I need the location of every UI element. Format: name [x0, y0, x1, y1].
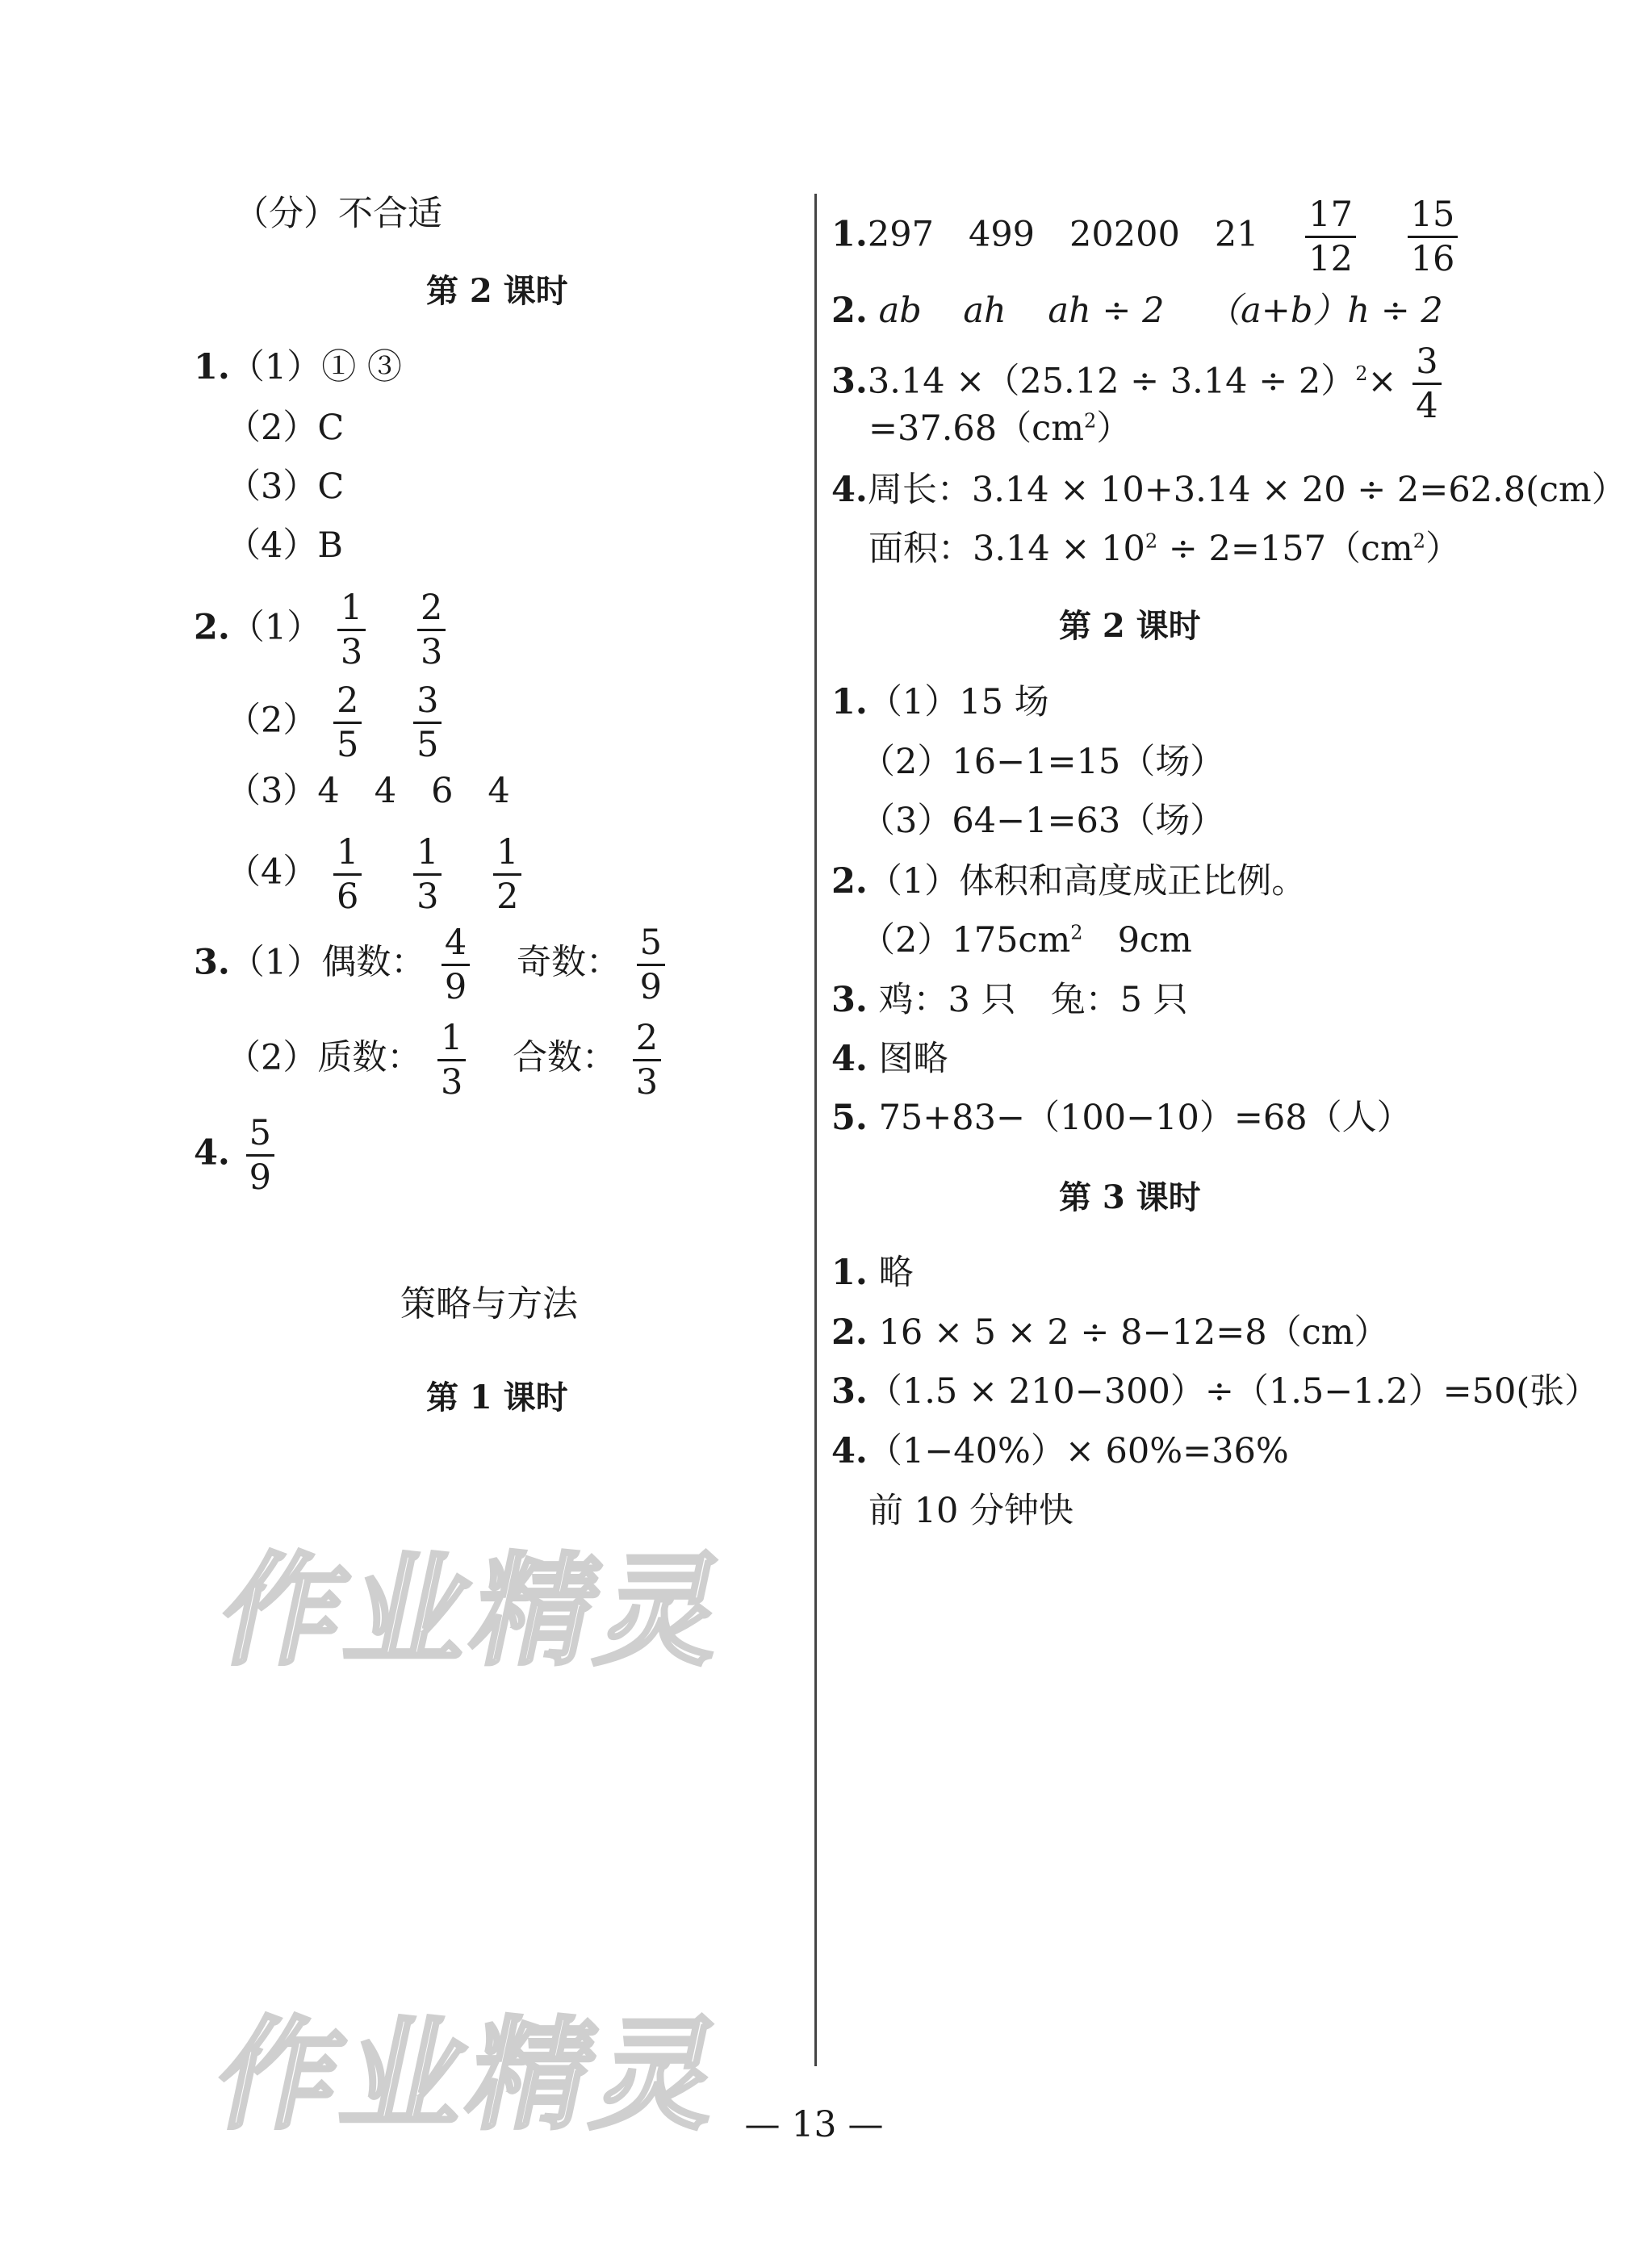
right2-q5: 5. 75+83−（100−10）=68（人）: [831, 1098, 1412, 1138]
fraction: $\frac{1}{2}$: [493, 831, 521, 918]
fraction: $\frac{4}{9}$: [442, 922, 470, 1008]
fraction: $\frac{5}{9}$: [246, 1112, 274, 1199]
fraction: $\frac{1}{3}$: [413, 831, 442, 918]
watermark-logo: 作业精灵: [204, 2006, 739, 2146]
left-q2-p4: （4） $\frac{1}{6}$ $\frac{1}{3}$ $\frac{1}{2}$: [226, 831, 526, 918]
fraction: $\frac{2}{3}$: [633, 1017, 661, 1103]
left-q3-p1: 3.（1）偶数： $\frac{4}{9}$ 奇数： $\frac{5}{9}$: [194, 922, 670, 1008]
fraction: $\frac{5}{9}$: [637, 922, 665, 1008]
left-q1-a3: （3）C: [226, 467, 345, 507]
fraction: $\frac{17}{12}$: [1305, 194, 1356, 280]
right3-q4-l2: 前 10 分钟快: [868, 1491, 1074, 1531]
right3-q1: 1. 略: [831, 1253, 914, 1293]
fraction: $\frac{1}{3}$: [437, 1017, 466, 1103]
right-q4-l2: 面积：$3.14 \times 10^2 \div 2=157(cm^2)$: [868, 529, 1461, 569]
right2-q1-a1: 1.（1）15 场: [831, 682, 1049, 722]
fraction: $\frac{15}{16}$: [1408, 194, 1459, 280]
left-q1-a4: （4）B: [226, 525, 343, 566]
fraction: $\frac{2}{3}$: [417, 587, 446, 673]
right-q3-l2: $=37.68(cm^2)$: [868, 408, 1132, 449]
right2-q4: 4. 图略: [831, 1039, 948, 1079]
lesson-2-heading-left: 第 2 课时: [426, 272, 568, 310]
right2-q1-a2: （2）16−1=15（场）: [860, 742, 1225, 782]
right2-q2-a2: $(2)175cm^2$ 9cm: [860, 920, 1192, 960]
left-q1-a2: （2）C: [226, 408, 345, 448]
watermark-logo: 作业精灵: [208, 1542, 743, 1682]
left-q4: 4. $\frac{5}{9}$: [194, 1112, 279, 1199]
fraction: $\frac{3}{5}$: [413, 680, 442, 766]
fraction: $\frac{1}{6}$: [333, 831, 362, 918]
right-q4-l1: 4.周长：3.14 × 10+3.14 × 20 ÷ 2=62.8(cm）: [831, 470, 1626, 510]
right3-q2: 2. 16 × 5 × 2 ÷ 8−12=8（cm）: [831, 1312, 1389, 1353]
right-q1: 1.297 499 20200 21 $\frac{17}{12}$ $\frac{15}{16}$: [831, 194, 1463, 280]
lesson-2-heading-right: 第 2 课时: [1059, 607, 1201, 645]
fraction: $\frac{1}{3}$: [337, 587, 366, 673]
right-q3-l1: $3.3.14 \times(25.12 \div 3.14 \div 2)^2\times$ $\frac{3}{4}$: [831, 341, 1446, 427]
page-number: — 13 —: [744, 2104, 884, 2145]
lesson-1-heading: 第 1 课时: [426, 1379, 568, 1416]
left-q3-p2: （2）质数： $\frac{1}{3}$ 合数： $\frac{2}{3}$: [226, 1017, 666, 1103]
right2-q2-a1: 2.（1）体积和高度成正比例。: [831, 861, 1307, 902]
right2-q3: 3. 鸡：3 只 兔：5 只: [831, 980, 1188, 1020]
section-title: 策略与方法: [400, 1283, 578, 1324]
left-q1-a1: 1.（1）① ③: [194, 347, 402, 387]
left-q2-p1: 2.（1） $\frac{1}{3}$ $\frac{2}{3}$: [194, 587, 450, 673]
column-divider: [814, 194, 817, 2066]
right2-q1-a3: （3）64−1=63（场）: [860, 801, 1225, 841]
lesson-3-heading: 第 3 课时: [1059, 1178, 1201, 1216]
fraction: $\frac{2}{5}$: [333, 680, 362, 766]
left-q2-p3: （3）4 4 6 4: [226, 771, 510, 811]
right-q2: 2. ab ah ah ÷ 2 （a+b）h ÷ 2: [831, 291, 1443, 331]
left-continuation-line: （分）不合适: [234, 194, 442, 234]
fraction: $\frac{3}{4}$: [1412, 341, 1441, 427]
left-q2-p2: （2） $\frac{2}{5}$ $\frac{3}{5}$: [226, 680, 446, 766]
right3-q4-l1: 4.（1−40%）× 60%=36%: [831, 1431, 1289, 1471]
right3-q3: 3.（1.5 × 210−300）÷（1.5−1.2）=50(张）: [831, 1371, 1600, 1412]
